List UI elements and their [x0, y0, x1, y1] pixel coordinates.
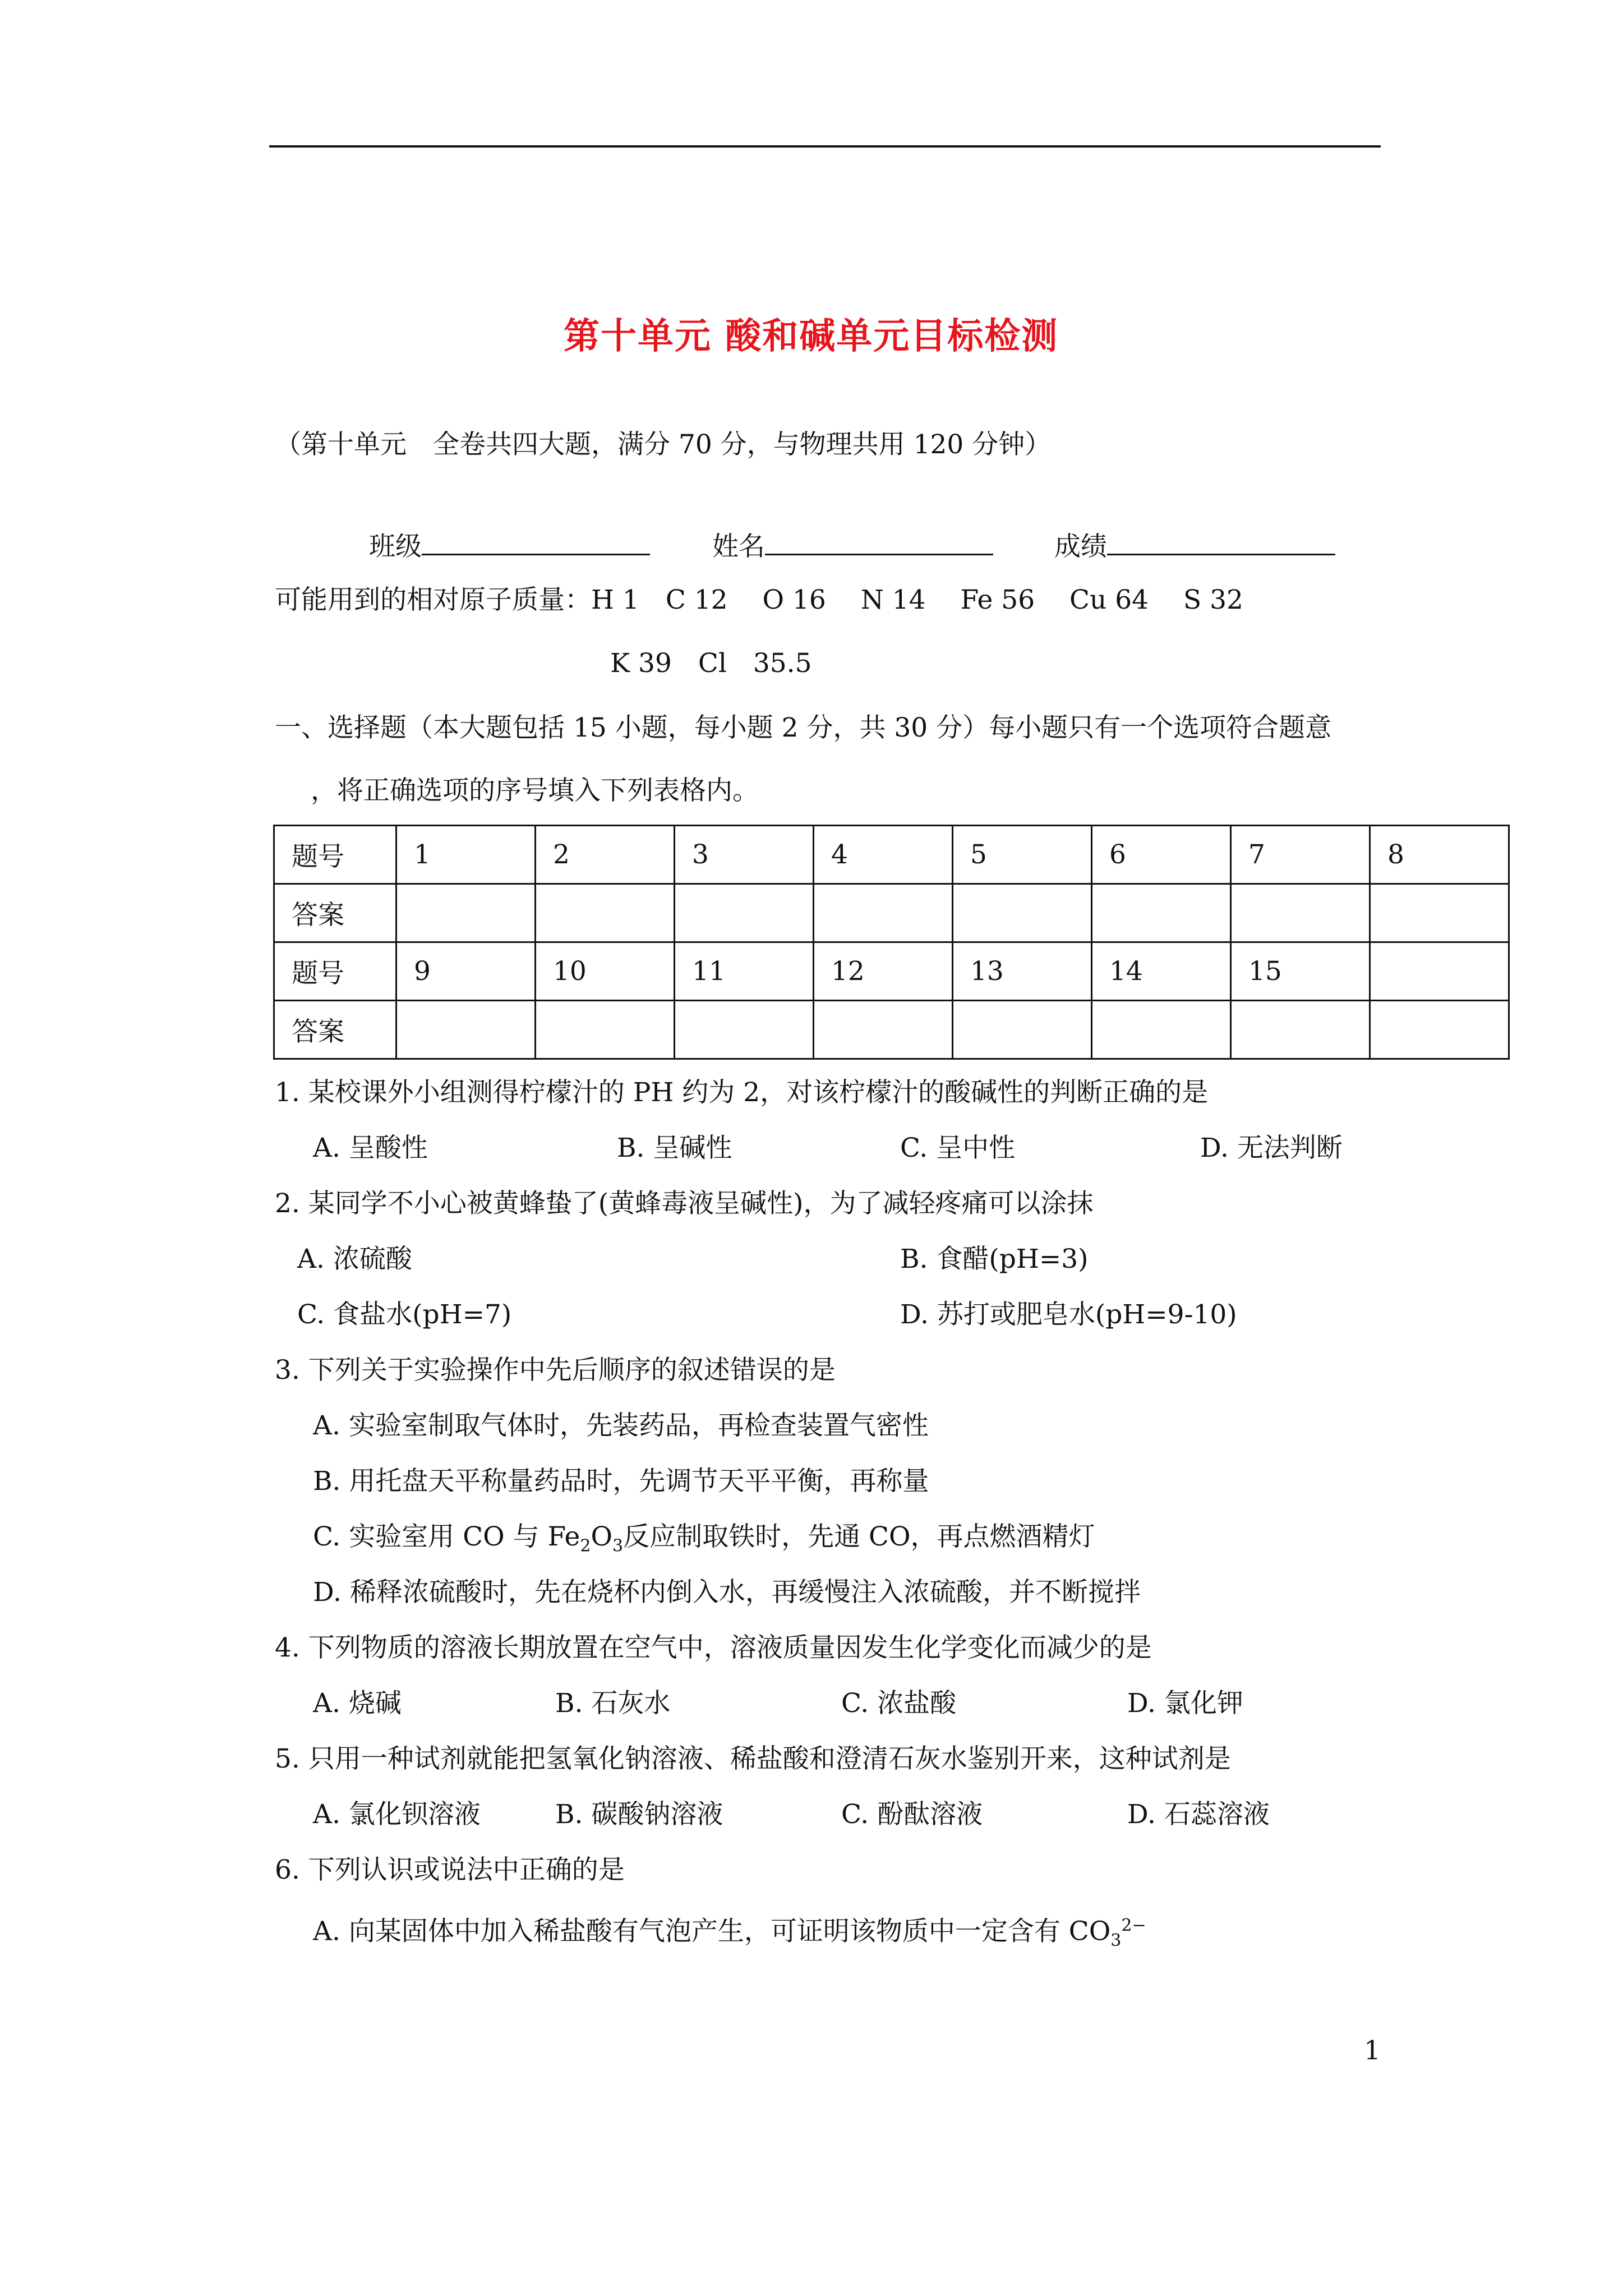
- table-cell: 5: [953, 826, 1092, 884]
- table-cell: 9: [396, 942, 536, 1001]
- table-cell: 答案: [274, 1001, 396, 1059]
- answer-cell[interactable]: [1231, 1001, 1370, 1059]
- answer-cell[interactable]: [1231, 884, 1370, 942]
- option-text: 反应制取铁时，先通 CO，再点燃酒精灯: [623, 1521, 1095, 1552]
- answer-cell[interactable]: [675, 884, 814, 942]
- question-4-option-a[interactable]: A. 烧碱: [313, 1688, 402, 1719]
- table-cell: [1370, 942, 1509, 1001]
- section-1-heading: 一、选择题（本大题包括 15 小题，每小题 2 分，共 30 分）每小题只有一个选项符合题意: [275, 712, 1332, 743]
- answer-cell[interactable]: [675, 1001, 814, 1059]
- table-row: [274, 942, 1509, 1001]
- table-cell: 题号: [274, 826, 396, 884]
- option-text: O: [591, 1521, 612, 1552]
- score-label: 成绩: [1054, 531, 1107, 562]
- question-1-stem: 1. 某校课外小组测得柠檬汁的 PH 约为 2，对该柠檬汁的酸碱性的判断正确的是: [275, 1077, 1209, 1108]
- table-cell: 6: [1092, 826, 1231, 884]
- question-2-option-d[interactable]: D. 苏打或肥皂水(pH=9-10): [900, 1299, 1237, 1330]
- question-2-option-a[interactable]: A. 浓硫酸: [297, 1244, 412, 1274]
- answer-cell[interactable]: [1370, 884, 1509, 942]
- answer-cell[interactable]: [1092, 1001, 1231, 1059]
- class-field[interactable]: [369, 529, 650, 564]
- question-6-option-a[interactable]: [313, 1909, 1146, 1958]
- score-blank[interactable]: [1107, 529, 1335, 555]
- option-text: A. 向某固体中加入稀盐酸有气泡产生，可证明该物质中一定含有 CO: [313, 1916, 1111, 1947]
- answer-cell[interactable]: [396, 1001, 536, 1059]
- class-label: 班级: [369, 531, 422, 562]
- table-cell: 13: [953, 942, 1092, 1001]
- question-6-stem: 6. 下列认识或说法中正确的是: [275, 1855, 625, 1885]
- table-cell: 答案: [274, 884, 396, 942]
- question-4-option-b[interactable]: B. 石灰水: [555, 1688, 671, 1719]
- answer-cell[interactable]: [953, 884, 1092, 942]
- question-1-option-b[interactable]: B. 呈碱性: [617, 1133, 732, 1163]
- question-5-stem: 5. 只用一种试剂就能把氢氧化钠溶液、稀盐酸和澄清石灰水鉴别开来，这种试剂是: [275, 1743, 1231, 1774]
- score-field[interactable]: [1054, 529, 1335, 564]
- answer-cell[interactable]: [1370, 1001, 1509, 1059]
- table-row: [274, 884, 1509, 942]
- table-cell: 4: [814, 826, 953, 884]
- class-blank[interactable]: [422, 529, 650, 555]
- question-4-stem: 4. 下列物质的溶液长期放置在空气中，溶液质量因发生化学变化而减少的是: [275, 1632, 1152, 1663]
- answer-cell[interactable]: [536, 884, 675, 942]
- table-cell: 3: [675, 826, 814, 884]
- table-cell: 8: [1370, 826, 1509, 884]
- section-1-instruction: ，将正确选项的序号填入下列表格内。: [311, 775, 759, 806]
- table-row: [274, 826, 1509, 884]
- question-5-option-d[interactable]: D. 石蕊溶液: [1127, 1799, 1270, 1830]
- question-1-option-a[interactable]: A. 呈酸性: [313, 1133, 428, 1163]
- answer-cell[interactable]: [953, 1001, 1092, 1059]
- table-cell: 10: [536, 942, 675, 1001]
- superscript: 2−: [1121, 1916, 1146, 1935]
- table-cell: 题号: [274, 942, 396, 1001]
- question-3-option-a[interactable]: A. 实验室制取气体时，先装药品，再检查装置气密性: [313, 1410, 929, 1441]
- question-4-option-c[interactable]: C. 浓盐酸: [841, 1688, 957, 1719]
- table-cell: 1: [396, 826, 536, 884]
- question-3-stem: 3. 下列关于实验操作中先后顺序的叙述错误的是: [275, 1355, 836, 1386]
- question-2-option-b[interactable]: B. 食醋(pH=3): [900, 1244, 1089, 1274]
- answer-cell[interactable]: [814, 1001, 953, 1059]
- question-5-option-a[interactable]: A. 氯化钡溶液: [313, 1799, 481, 1830]
- question-3-option-b[interactable]: B. 用托盘天平称量药品时，先调节天平平衡，再称量: [313, 1466, 929, 1497]
- table-cell: 2: [536, 826, 675, 884]
- answer-cell[interactable]: [1092, 884, 1231, 942]
- name-field[interactable]: [712, 529, 993, 564]
- answer-cell[interactable]: [396, 884, 536, 942]
- subscript: 3: [1110, 1931, 1122, 1951]
- question-1-option-c[interactable]: C. 呈中性: [900, 1133, 1016, 1163]
- question-1-option-d[interactable]: D. 无法判断: [1200, 1133, 1343, 1163]
- question-5-option-b[interactable]: B. 碳酸钠溶液: [555, 1799, 723, 1830]
- name-label: 姓名: [712, 531, 765, 562]
- subscript: 3: [612, 1536, 624, 1556]
- answer-cell[interactable]: [536, 1001, 675, 1059]
- question-4-option-d[interactable]: D. 氯化钾: [1127, 1688, 1243, 1719]
- subscript: 2: [580, 1536, 591, 1556]
- page-number: 1: [1364, 2035, 1381, 2066]
- table-row: [274, 1001, 1509, 1059]
- name-blank[interactable]: [765, 529, 993, 555]
- atomic-mass-line-2: K 39 Cl 35.5: [610, 648, 812, 679]
- question-2-option-c[interactable]: C. 食盐水(pH=7): [297, 1299, 512, 1330]
- question-3-option-c[interactable]: [313, 1520, 1095, 1563]
- table-cell: 15: [1231, 942, 1370, 1001]
- atomic-mass-line-1: 可能用到的相对原子质量：H 1 C 12 O 16 N 14 Fe 56 Cu 64 S 32: [275, 585, 1243, 615]
- table-cell: 7: [1231, 826, 1370, 884]
- table-cell: 11: [675, 942, 814, 1001]
- subtitle: （第十单元 全卷共四大题，满分 70 分，与物理共用 120 分钟）: [275, 429, 1052, 460]
- page-title: 第十单元 酸和碱单元目标检测: [564, 315, 1059, 357]
- answer-table: [273, 825, 1510, 1060]
- question-5-option-c[interactable]: C. 酚酞溶液: [841, 1799, 983, 1830]
- table-cell: 14: [1092, 942, 1231, 1001]
- option-text: C. 实验室用 CO 与 Fe: [313, 1521, 580, 1552]
- answer-cell[interactable]: [814, 884, 953, 942]
- header-rule: [269, 145, 1381, 148]
- question-3-option-d[interactable]: D. 稀释浓硫酸时，先在烧杯内倒入水，再缓慢注入浓硫酸，并不断搅拌: [313, 1577, 1141, 1608]
- question-2-stem: 2. 某同学不小心被黄蜂蛰了(黄蜂毒液呈碱性)，为了减轻疼痛可以涂抹: [275, 1188, 1094, 1219]
- table-cell: 12: [814, 942, 953, 1001]
